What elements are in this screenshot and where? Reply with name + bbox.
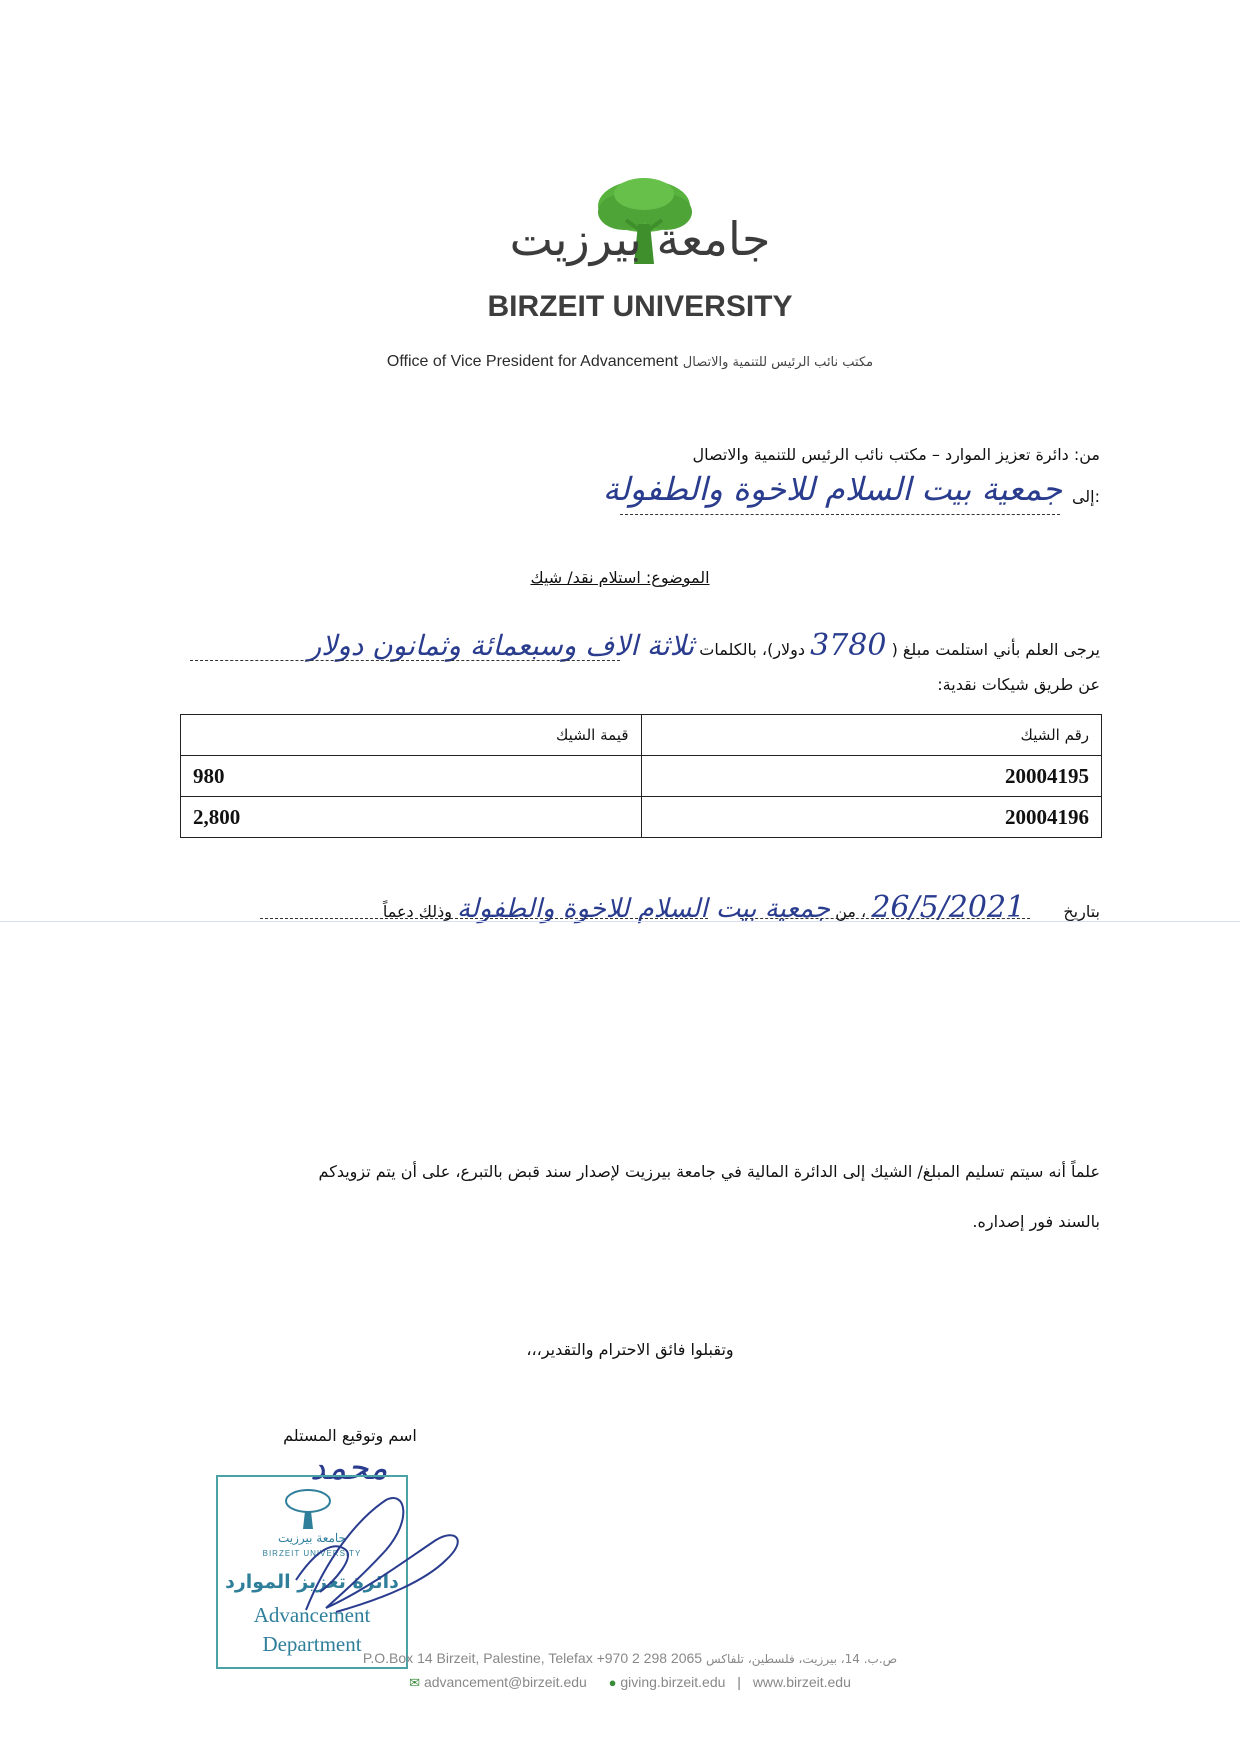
to-underline (620, 514, 1060, 515)
from-value: دائرة تعزيز الموارد – مكتب نائب الرئيس للتنمية والاتصال (692, 445, 1069, 464)
recipient-label: اسم وتوقيع المستلم (283, 1426, 417, 1445)
footer-email[interactable]: advancement@birzeit.edu (423, 1674, 587, 1690)
footer-contact (300, 1674, 960, 1691)
date-line (383, 890, 1100, 925)
stamp-university-english: BIRZEIT UNIVERSITY (262, 1549, 362, 1558)
footer-website-link[interactable]: www.birzeit.edu (752, 1674, 851, 1690)
table-row (181, 797, 1102, 838)
date-label: بتاريخ (1063, 902, 1100, 921)
table-row (181, 756, 1102, 797)
to-label: إلى: (1071, 487, 1100, 506)
cheque-number-cell: 20004195 (641, 756, 1102, 797)
donor-handwritten: جمعية بيت السلام للاخوة والطفولة (457, 894, 831, 924)
logo-arabic-wordmark: جامعة بيرزيت (509, 212, 771, 266)
receipt-currency: دولار)، بالكلمات (699, 640, 806, 659)
to-handwritten: جمعية بيت السلام للاخوة والطفولة (602, 470, 1062, 508)
globe-icon: ● (608, 1675, 617, 1690)
date-handwritten: 26/5/2021 (871, 890, 1026, 925)
scan-rule-line (0, 921, 1240, 922)
receipt-words-handwritten: ثلاثة الاف وسبعمائة وثمانون دولار (307, 629, 695, 662)
footer-address (300, 1650, 960, 1666)
from-label: من: (1073, 445, 1100, 464)
cheque-table (180, 714, 1102, 838)
cheque-number-cell: 20004196 (641, 797, 1102, 838)
footer-address-english: P.O.Box 14 Birzeit, Palestine, Telefax +970 2 298 2065 (362, 1650, 703, 1666)
note-line-2: بالسند فور إصداره. (972, 1212, 1100, 1231)
envelope-icon: ✉ (409, 1675, 421, 1690)
recipient-handwritten: محمد (310, 1448, 388, 1488)
footer-giving-link[interactable]: giving.birzeit.edu (620, 1674, 726, 1690)
purpose-tail: وذلك دعماً (382, 902, 452, 921)
receipt-amount-handwritten: 3780 (810, 628, 887, 663)
footer-separator: | (737, 1674, 741, 1690)
stamp-department-arabic: دائرة تعزيز الموارد (225, 1571, 399, 1593)
cheque-value-header: قيمة الشيك (181, 715, 642, 756)
cheque-value-cell: 2,800 (181, 797, 642, 838)
handwritten-signature (236, 1480, 476, 1630)
footer-address-arabic: ص.ب. 14، بيرزيت، فلسطين، تلفاكس (705, 1652, 898, 1666)
logo-english-wordmark: BIRZEIT UNIVERSITY (487, 290, 793, 323)
receipt-prefix: يرجى العلم بأني استلمت مبلغ ( (891, 640, 1100, 659)
words-underline (190, 660, 620, 661)
receipt-line (308, 628, 1100, 663)
cheque-table-header-row (181, 715, 1102, 756)
office-english: Office of Vice President for Advancement (386, 353, 679, 370)
closing-line: وتقبلوا فائق الاحترام والتقدير،،، (526, 1340, 734, 1359)
cheque-number-header: رقم الشيك (641, 715, 1102, 756)
office-arabic: مكتب نائب الرئيس للتنمية والاتصال (682, 355, 874, 370)
note-line-1: علماً أنه سيتم تسليم المبلغ/ الشيك إلى الدائرة المالية في جامعة بيرزيت لإصدار سند قبض بالتبرع، على أن يتم تزويدكم (318, 1162, 1100, 1181)
office-line (300, 352, 960, 371)
cheque-value-cell: 980 (181, 756, 642, 797)
stamp-university-arabic: جامعة بيرزيت (277, 1531, 347, 1545)
from-line (693, 445, 1100, 464)
from-word: ، من (835, 902, 867, 921)
stamp-department-english-2: Department (262, 1632, 362, 1656)
subject-line: الموضوع: استلام نقد/ شيك (530, 568, 710, 587)
via-line: عن طريق شيكات نقدية: (937, 675, 1100, 694)
date-underline (740, 918, 1030, 919)
donor-underline (260, 918, 708, 919)
stamp-department-english-1: Advancement (253, 1603, 371, 1627)
